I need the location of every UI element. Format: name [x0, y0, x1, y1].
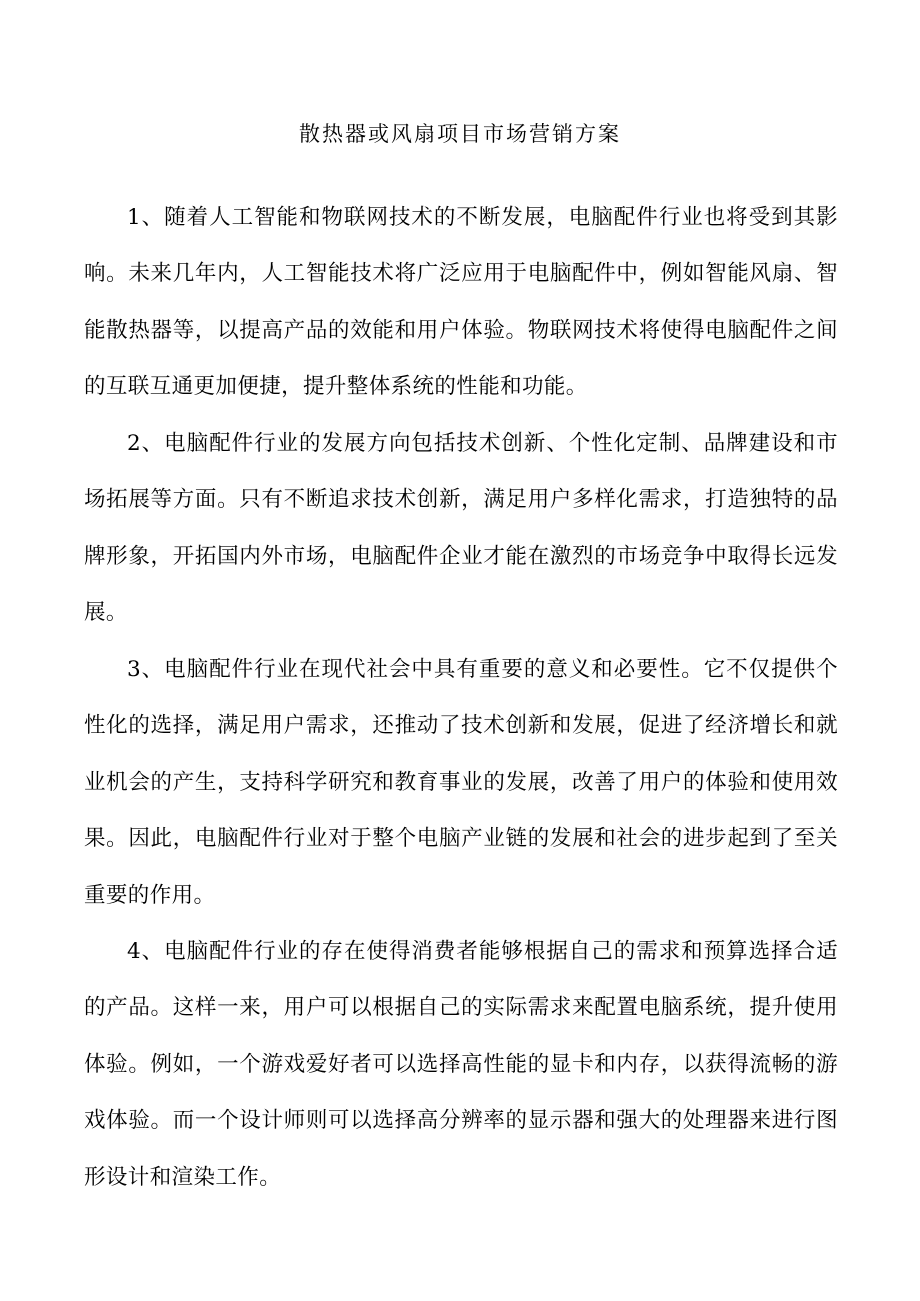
paragraph-2: 2、电脑配件行业的发展方向包括技术创新、个性化定制、品牌建设和市场拓展等方面。只有不断追求技术创新，满足用户多样化需求，打造独特的品牌形象，开拓国内外市场，电脑配件企业才能在激烈的市场竞争中取得长远发展。 — [84, 430, 838, 625]
paragraph-1: 1、随着人工智能和物联网技术的不断发展，电脑配件行业也将受到其影响。未来几年内，人工智能技术将广泛应用于电脑配件中，例如智能风扇、智能散热器等，以提高产品的效能和用户体验。物联网技术将使得电脑配件之间的互联互通更加便捷，提升整体系统的性能和功能。 — [84, 204, 838, 399]
document-title: 散热器或风扇项目市场营销方案 — [299, 122, 621, 146]
paragraph-4: 4、电脑配件行业的存在使得消费者能够根据自己的需求和预算选择合适的产品。这样一来，用户可以根据自己的实际需求来配置电脑系统，提升使用体验。例如，一个游戏爱好者可以选择高性能的显卡和内存，以获得流畅的游戏体验。而一个设计师则可以选择高分辨率的显示器和强大的处理器来进行图形设计和渲染工作。 — [84, 938, 838, 1190]
paragraph-3: 3、电脑配件行业在现代社会中具有重要的意义和必要性。它不仅提供个性化的选择，满足用户需求，还推动了技术创新和发展，促进了经济增长和就业机会的产生，支持科学研究和教育事业的发展，改善了用户的体验和使用效果。因此，电脑配件行业对于整个电脑产业链的发展和社会的进步起到了至关重要的作用。 — [84, 656, 838, 908]
